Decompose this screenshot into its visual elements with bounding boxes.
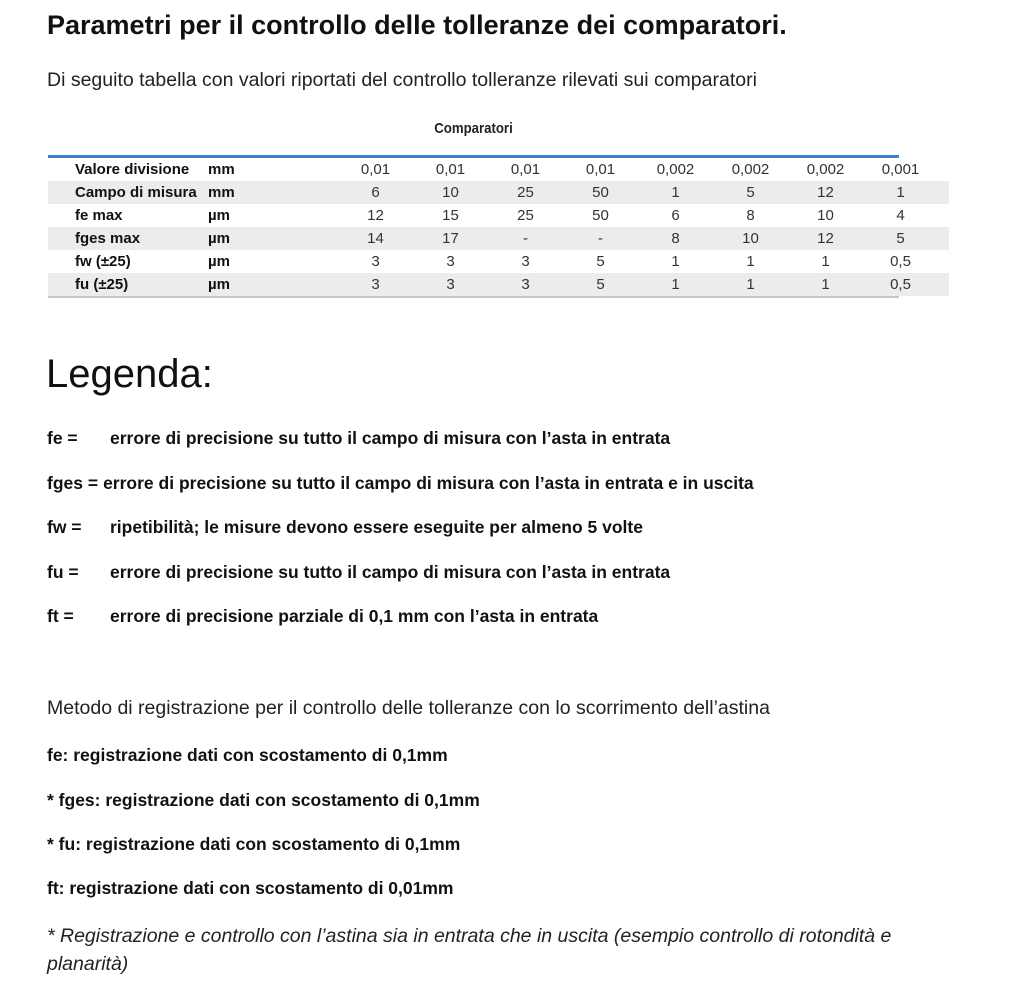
table-cell: 8 [638, 227, 713, 250]
table-cell: 0,01 [360, 161, 391, 178]
comparators-table [48, 155, 920, 298]
table-cell: 12 [788, 181, 863, 204]
method-heading: Metodo di registrazione per il controllo delle tolleranze con lo scorrimento dell’astina [47, 697, 770, 719]
table-cell: 5 [563, 273, 638, 296]
table-row [48, 227, 949, 250]
table-row [48, 181, 949, 204]
table-cell: 1 [788, 273, 863, 296]
param-name: fe max [75, 207, 123, 224]
table-cell: 3 [338, 273, 413, 296]
table-cell: 3 [413, 273, 488, 296]
legend-definition: errore di precisione su tutto il campo di misura con l’asta in entrata e in uscita [103, 473, 754, 493]
param-name: Campo di misura [48, 181, 208, 204]
param-name: fges max [48, 227, 208, 250]
legend-term: fu = [47, 562, 79, 582]
table-cell: 17 [413, 227, 488, 250]
legend-term: fges = [47, 473, 99, 493]
table-cell: 0,5 [890, 253, 911, 270]
table-cell: 3 [371, 253, 380, 270]
table-row [48, 250, 949, 273]
legend-item [47, 517, 643, 538]
table-cell: - [488, 227, 563, 250]
table-cell: 0,002 [731, 161, 770, 178]
table-cell: 8 [746, 207, 755, 224]
param-name: fw (±25) [75, 253, 131, 270]
table-cell: 12 [367, 207, 384, 224]
table-cell: 0,01 [510, 161, 541, 178]
table-cell: 1 [713, 273, 788, 296]
table-row [48, 204, 949, 227]
table-cell: 3 [446, 253, 455, 270]
table-caption: Comparatori [434, 120, 513, 137]
legend-definition: errore di precisione parziale di 0,1 mm con l’asta in entrata [110, 606, 599, 626]
param-name: Valore divisione [75, 161, 190, 178]
table-cell: 0,5 [863, 273, 938, 296]
footnote: * Registrazione e controllo con l’astina sia in entrata che in uscita (esempio controllo di rotondità e planarità) [47, 925, 892, 975]
table-cell: 0,01 [585, 161, 616, 178]
legend-term: ft = [47, 606, 74, 626]
page-subtitle: Di seguito tabella con valori riportati del controllo tolleranze rilevati sui comparatori [47, 69, 757, 91]
legend-term: fw = [47, 517, 82, 537]
legend-definition: ripetibilità; le misure devono essere eseguite per almeno 5 volte [110, 517, 643, 537]
param-name: fu (±25) [48, 273, 208, 296]
table-cell: 5 [863, 227, 938, 250]
param-unit: µm [208, 273, 288, 296]
table-body [48, 158, 949, 296]
table-cell: 1 [638, 181, 713, 204]
legend-item [47, 473, 754, 494]
legend-item [47, 428, 670, 449]
legend-heading: Legenda: [46, 352, 213, 396]
table-cell: 5 [596, 253, 605, 270]
param-unit: mm [208, 161, 235, 178]
table-cell: 4 [896, 207, 905, 224]
param-unit: µm [208, 253, 230, 270]
table-cell: 25 [517, 207, 534, 224]
legend-item [47, 606, 598, 627]
table-cell: 1 [821, 253, 830, 270]
table-cell: 12 [788, 227, 863, 250]
table-cell: 1 [863, 181, 938, 204]
table-cell: 50 [592, 207, 609, 224]
table-cell: 0,002 [656, 161, 695, 178]
table-cell: 0,002 [806, 161, 845, 178]
table-row [48, 158, 949, 181]
table-cell: 1 [671, 253, 680, 270]
table-cell: 50 [563, 181, 638, 204]
legend-item [47, 562, 670, 583]
table-cell: 1 [638, 273, 713, 296]
table-cell: 5 [713, 181, 788, 204]
table-row [48, 273, 949, 296]
param-unit: µm [208, 227, 288, 250]
table-cell: 10 [713, 227, 788, 250]
param-unit: mm [208, 181, 288, 204]
table-cell: - [563, 227, 638, 250]
table-cell: 10 [817, 207, 834, 224]
table-cell: 15 [442, 207, 459, 224]
table-cell: 3 [488, 273, 563, 296]
method-item: * fges: registrazione dati con scostamento di 0,1mm [47, 790, 480, 810]
legend-term: fe = [47, 428, 78, 448]
table-cell: 0,01 [435, 161, 466, 178]
legend-definition: errore di precisione su tutto il campo di misura con l’asta in entrata [110, 428, 671, 448]
method-item: ft: registrazione dati con scostamento di 0,01mm [47, 878, 454, 898]
param-unit: µm [208, 207, 230, 224]
table-cell: 0,001 [881, 161, 920, 178]
legend-definition: errore di precisione su tutto il campo di misura con l’asta in entrata [110, 562, 671, 582]
table-cell: 3 [521, 253, 530, 270]
method-item: * fu: registrazione dati con scostamento di 0,1mm [47, 834, 461, 854]
page-title: Parametri per il controllo delle tolleranze dei comparatori. [47, 10, 787, 40]
table-cell: 1 [746, 253, 755, 270]
method-item: fe: registrazione dati con scostamento di 0,1mm [47, 745, 448, 765]
table-cell: 25 [488, 181, 563, 204]
table-cell: 6 [671, 207, 680, 224]
table-cell: 14 [338, 227, 413, 250]
table-cell: 10 [413, 181, 488, 204]
table-cell: 6 [338, 181, 413, 204]
